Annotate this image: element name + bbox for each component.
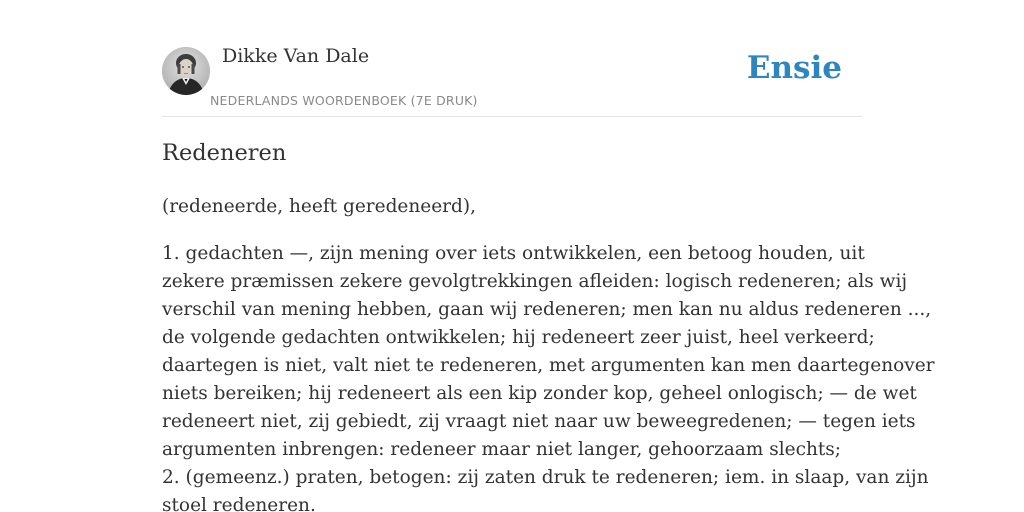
definition-line: argumenten inbrengen: redeneer maar niet langer, gehoorzaam slechts;	[162, 439, 842, 460]
avatar[interactable]	[162, 47, 210, 95]
header	[162, 0, 862, 117]
ensie-logo[interactable]: Ensie	[746, 50, 842, 86]
definition-line: niets bereiken; hij redeneert als een kip zonder kop, geheel onlogisch; — de wet	[162, 383, 917, 404]
definition-line: 1. gedachten —, zijn mening over iets ontwikkelen, een betoog houden, uit	[162, 243, 865, 264]
definition-line: 2. (gemeenz.) praten, betogen: zij zaten druk te redeneren; iem. in slaap, van zijn	[162, 467, 929, 488]
definition-line: redeneert niet, zij gebiedt, zij vraagt niet naar uw beweegredenen; — tegen iets	[162, 411, 916, 432]
definition-line: de volgende gedachten ontwikkelen; hij redeneert zeer juist, heel verkeerd;	[162, 327, 875, 348]
entry-content	[162, 193, 935, 512]
definition-line: daartegen is niet, valt niet te redeneren, met argumenten kan men daartegenover	[162, 355, 935, 376]
definition-line: stoel redeneren.	[162, 495, 316, 512]
entry-forms: (redeneerde, heeft geredeneerd),	[162, 196, 476, 217]
entry-definition	[162, 240, 935, 512]
definition-line: zekere præmissen zekere gevolgtrekkingen afleiden: logisch redeneren; als wij	[162, 271, 908, 292]
source-label[interactable]: NEDERLANDS WOORDENBOEK (7E DRUK)	[210, 93, 478, 108]
author-name[interactable]: Dikke Van Dale	[222, 45, 370, 67]
portrait-photo-icon	[162, 47, 210, 95]
entry-title: Redeneren	[162, 140, 287, 166]
definition-line: verschil van mening hebben, gaan wij redeneren; men kan nu aldus redeneren ...,	[162, 299, 932, 320]
